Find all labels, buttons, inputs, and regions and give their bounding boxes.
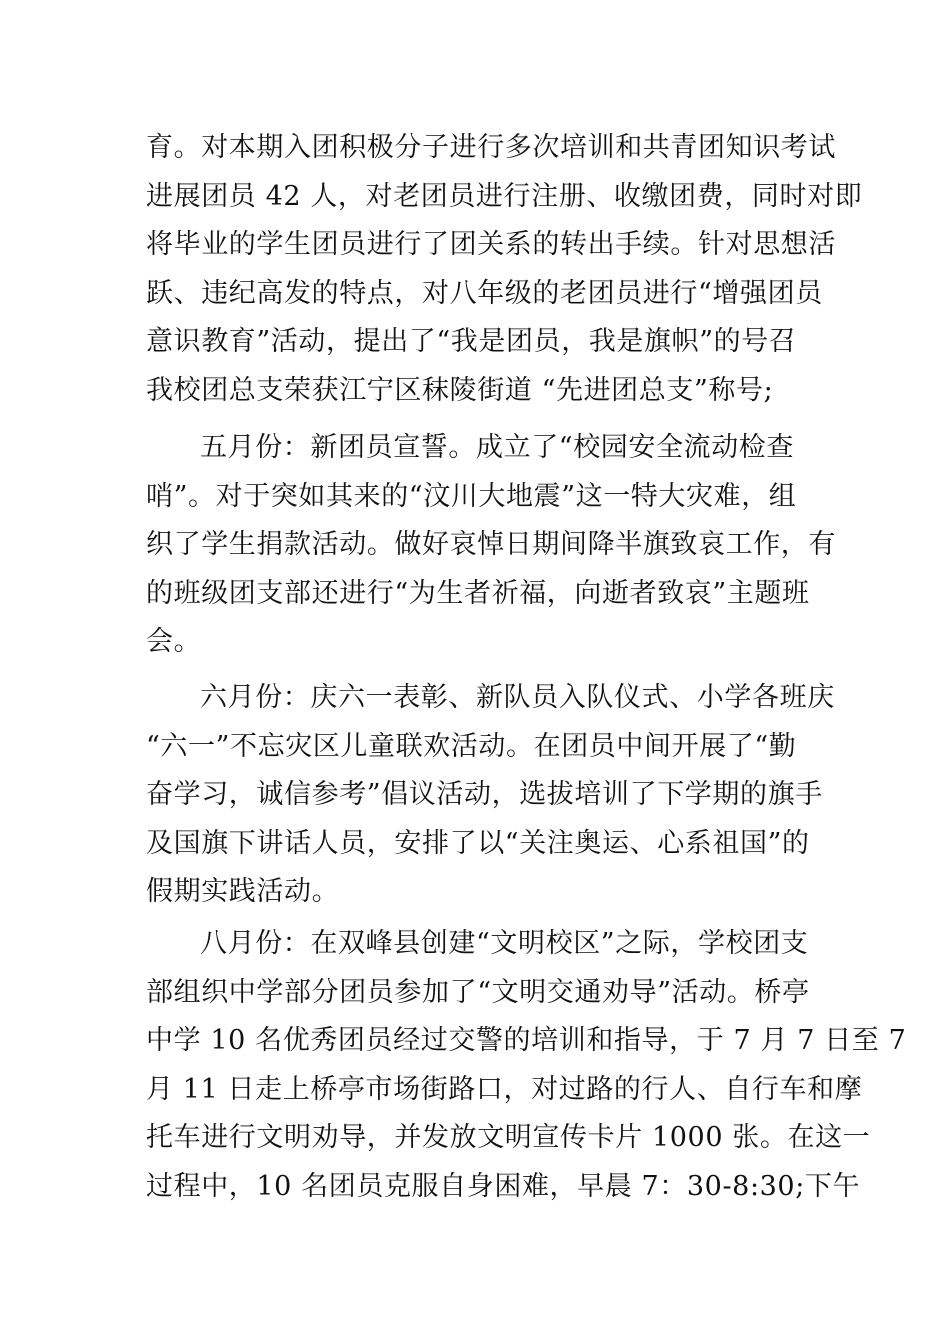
text-line: 部组织中学部分团员参加了“文明交通劝导”活动。桥亭 [146,976,810,1008]
text-line: 哨”。对于突如其来的“汶川大地震”这一特大灾难，组 [146,480,797,512]
text-line: 进展团员 42 人，对老团员进行注册、收缴团费，同时对即 [146,180,863,212]
text-line: 托车进行文明劝导，并发放文明宣传卡片 1000 张。在这一 [146,1122,871,1153]
text-line: 假期实践活动。 [146,876,340,907]
text-line: 及国旗下讲话人员，安排了以“关注奥运、心系祖国”的 [146,827,810,859]
text-line: “六一”不忘灾区儿童联欢活动。在团员中间开展了“勤 [146,730,797,762]
text-line: 育。对本期入团积极分子进行多次培训和共青团知识考试 [146,132,836,163]
text-line: 意识教育”活动，提出了“我是团员，我是旗帜”的号召 [146,326,797,357]
text-line: 八月份：在双峰县创建“文明校区”之际，学校团支 [200,928,809,959]
text-line: 的班级团支部还进行“为生者祈福，向逝者致哀”主题班 [146,577,810,609]
text-line: 会。 [146,626,202,657]
text-line: 跃、违纪高发的特点，对八年级的老团员进行“增强团员 [146,277,823,309]
text-line: 五月份：新团员宣誓。成立了“校园安全流动检查 [200,432,795,463]
text-line: 我校团总支荣获江宁区秣陵街道 “先进团总支”称号; [146,374,774,406]
paragraph-april-continued [146,124,863,415]
text-line: 织了学生捐款活动。做好哀悼日期间降半旗致哀工作，有 [146,529,836,560]
text-line: 奋学习，诚信参考”倡议活动，选拔培训了下学期的旗手 [146,779,823,810]
paragraph-august [146,920,907,1211]
text-line: 过程中，10 名团员克服自身困难，早晨 7：30-8:30;下午 [146,1170,861,1202]
paragraph-may [146,424,836,667]
text-line: 中学 10 名优秀团员经过交警的培训和指导，于 7 月 7 日至 7 [146,1025,907,1056]
paragraph-june [146,674,835,917]
text-line: 将毕业的学生团员进行了团关系的转出手续。针对思想活 [146,229,836,260]
text-line: 月 11 日走上桥亭市场街路口，对过路的行人、自行车和摩 [146,1073,863,1105]
text-line: 六月份：庆六一表彰、新队员入队仪式、小学各班庆 [200,682,835,713]
